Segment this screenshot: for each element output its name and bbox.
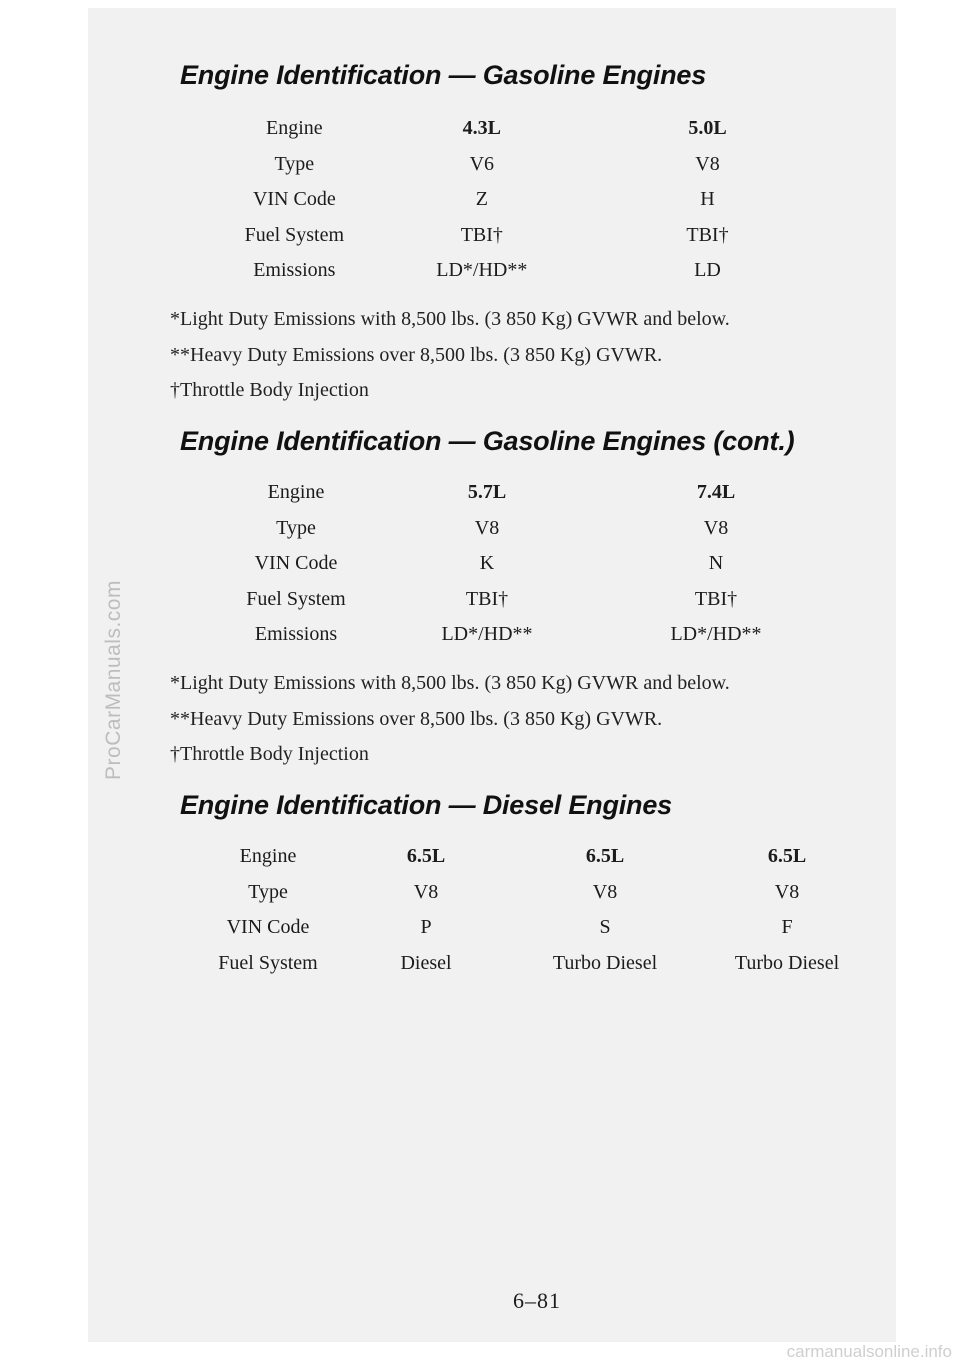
footnote: †Throttle Body Injection: [170, 379, 369, 401]
footnote: *Light Duty Emissions with 8,500 lbs. (3 850 Kg) GVWR and below.: [170, 308, 730, 330]
section-heading: Engine Identification — Gasoline Engines: [180, 60, 707, 90]
table-row: [200, 910, 880, 946]
cell: 6.5L: [585, 845, 625, 868]
row-label: Fuel System: [246, 587, 346, 610]
table-row: [220, 511, 830, 547]
cell: Turbo Diesel: [552, 951, 658, 974]
cell: 5.0L: [688, 117, 727, 140]
cell: LD: [694, 259, 721, 282]
row-label: Emissions: [254, 623, 338, 646]
row-label: VIN Code: [254, 552, 338, 575]
row-label: Engine: [239, 845, 297, 868]
row-label: Type: [276, 516, 316, 539]
cell: Z: [475, 188, 488, 211]
side-watermark: ProCarManuals.com: [102, 580, 125, 780]
spec-table: [220, 475, 830, 653]
spec-table: [200, 839, 880, 981]
table-row: [220, 182, 820, 218]
cell: V8: [413, 880, 439, 903]
cell: S: [599, 916, 611, 939]
cell: TBI†: [686, 223, 729, 246]
section-heading: Engine Identification — Diesel Engines: [180, 790, 672, 820]
table-row: [200, 946, 880, 982]
cell: V6: [469, 152, 495, 175]
row-label: Emissions: [253, 259, 336, 282]
table-row: [220, 617, 830, 653]
row-label: Engine: [266, 117, 323, 140]
cell: Turbo Diesel: [734, 951, 840, 974]
page-number: 6–81: [513, 1288, 561, 1313]
row-label: VIN Code: [252, 188, 336, 211]
cell: K: [479, 552, 495, 575]
cell: TBI†: [465, 587, 509, 610]
table-row: [220, 111, 820, 147]
table-row: [220, 218, 820, 254]
row-label: Fuel System: [218, 951, 318, 974]
footnote: **Heavy Duty Emissions over 8,500 lbs. (3 850 Kg) GVWR.: [170, 708, 663, 730]
cell: N: [708, 552, 724, 575]
row-label: Type: [248, 880, 288, 903]
row-label: VIN Code: [226, 916, 310, 939]
table-row: [220, 147, 820, 183]
section-heading: Engine Identification — Gasoline Engines (cont.): [180, 426, 795, 456]
row-label: Type: [274, 152, 315, 175]
table-row: [220, 475, 830, 511]
footer-watermark: carmanualsonline.info: [786, 1342, 952, 1361]
cell: Diesel: [400, 951, 452, 974]
cell: LD*/HD**: [670, 623, 762, 646]
cell: LD*/HD**: [436, 259, 528, 282]
cell: V8: [695, 152, 720, 175]
cell: 7.4L: [696, 481, 736, 504]
cell: V8: [774, 880, 800, 903]
cell: TBI†: [694, 587, 738, 610]
cell: F: [781, 916, 793, 939]
footnote: *Light Duty Emissions with 8,500 lbs. (3 850 Kg) GVWR and below.: [170, 672, 730, 694]
spec-table: [220, 111, 820, 289]
table-row: [220, 582, 830, 618]
cell: 6.5L: [406, 845, 446, 868]
row-label: Fuel System: [244, 223, 345, 246]
cell: H: [700, 188, 715, 211]
cell: 5.7L: [467, 481, 507, 504]
cell: P: [420, 916, 432, 939]
cell: 6.5L: [767, 845, 807, 868]
cell: V8: [703, 516, 729, 539]
cell: V8: [474, 516, 500, 539]
row-label: Engine: [267, 481, 325, 504]
footnote: †Throttle Body Injection: [170, 743, 369, 765]
table-row: [200, 875, 880, 911]
cell: V8: [592, 880, 618, 903]
footnote: **Heavy Duty Emissions over 8,500 lbs. (3 850 Kg) GVWR.: [170, 344, 663, 366]
table-row: [220, 253, 820, 289]
cell: 4.3L: [462, 117, 501, 140]
table-row: [200, 839, 880, 875]
cell: LD*/HD**: [441, 623, 533, 646]
table-row: [220, 546, 830, 582]
cell: TBI†: [460, 223, 503, 246]
